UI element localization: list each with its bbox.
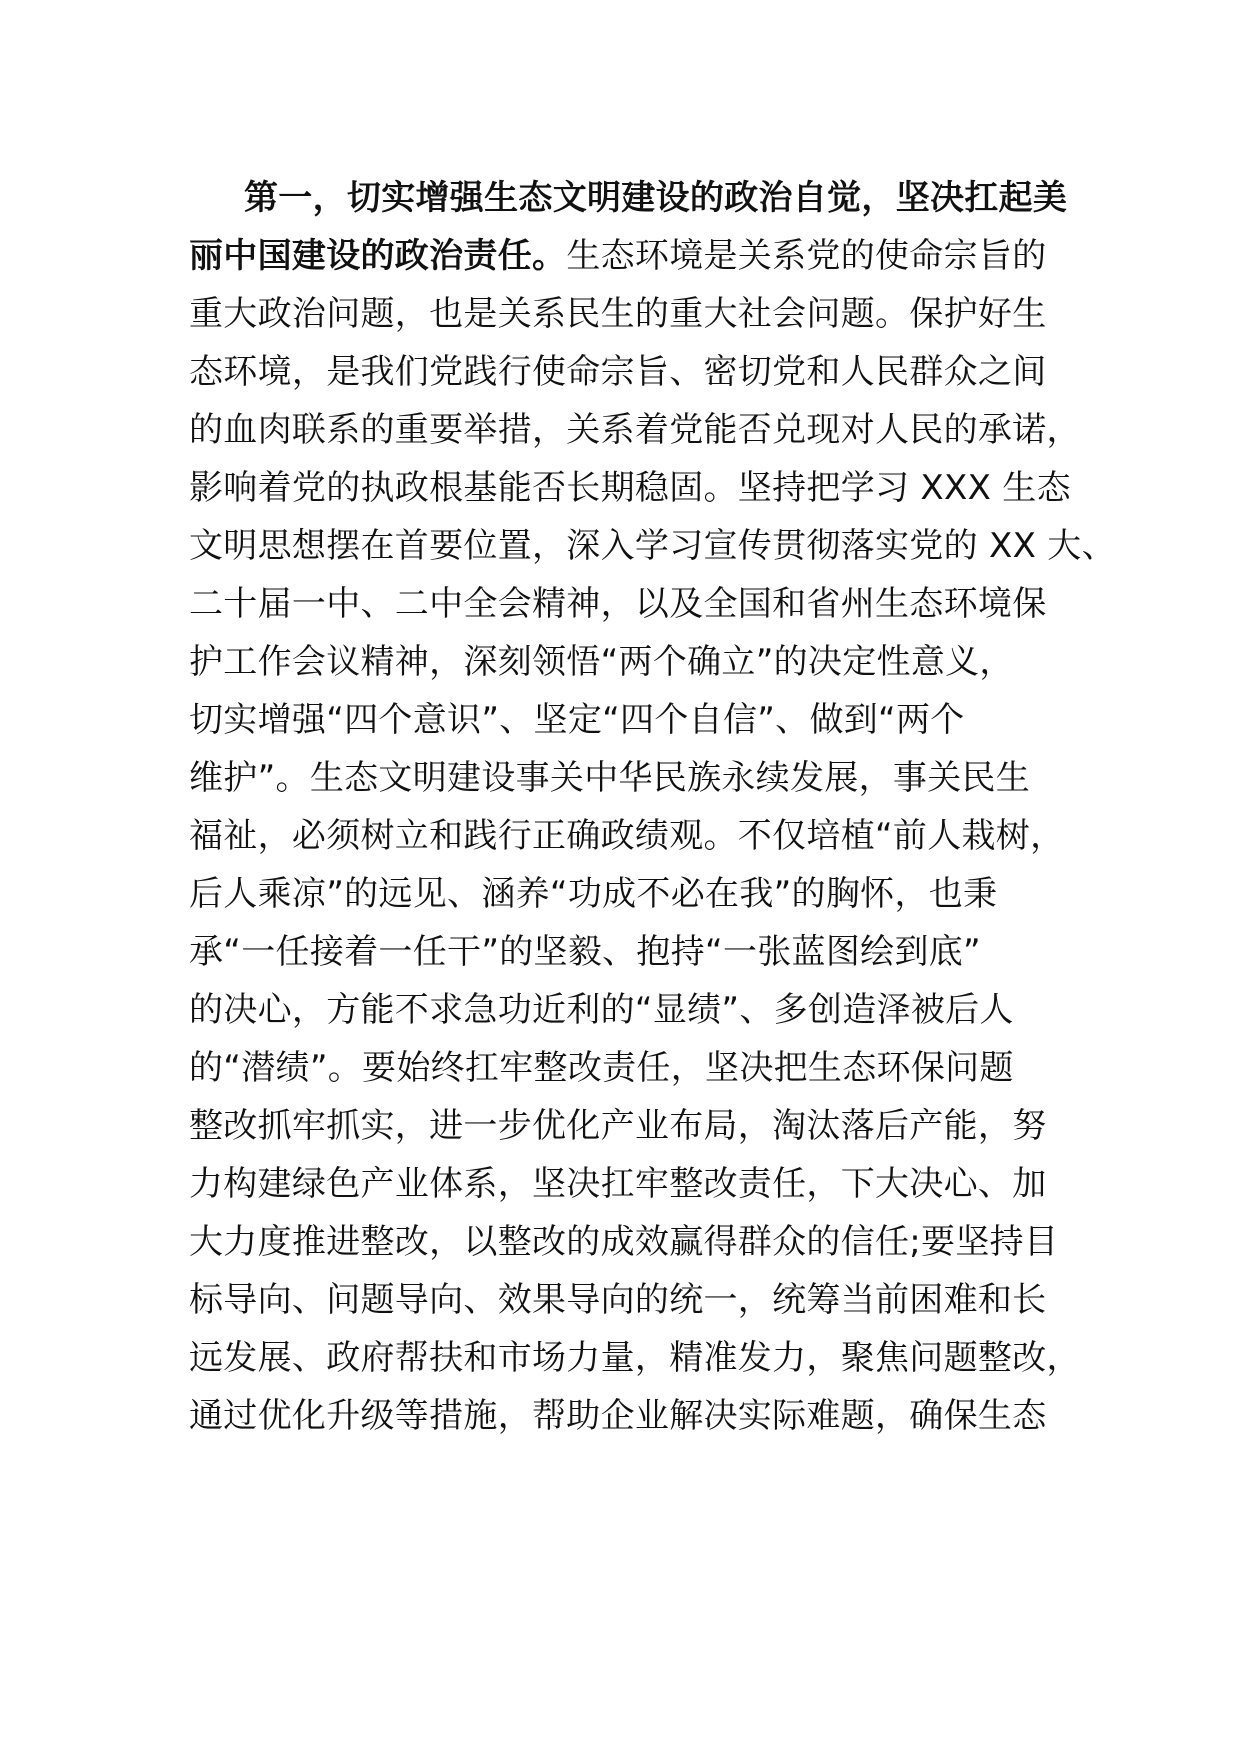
paragraph-line bbox=[244, 178, 1067, 218]
paragraph-line bbox=[189, 1106, 1047, 1146]
line-text: 整改抓牢抓实，进一步优化产业布局，淘汰落后产能，努 bbox=[189, 1106, 1047, 1146]
paragraph-line bbox=[189, 758, 1030, 798]
line-text: 文明思想摆在首要位置，深入学习宣传贯彻落实党的 XX 大、 bbox=[189, 526, 1116, 566]
paragraph-line bbox=[189, 410, 1081, 450]
bold-lead: 丽中国建设的政治责任。 bbox=[189, 236, 567, 276]
line-text: 态环境，是我们党践行使命宗旨、密切党和人民群众之间 bbox=[189, 352, 1047, 392]
paragraph-line bbox=[189, 642, 1014, 682]
paragraph-line bbox=[189, 1338, 1081, 1378]
paragraph-line bbox=[189, 1222, 1058, 1262]
paragraph-line bbox=[189, 352, 1047, 392]
bold-lead: 第一，切实增强生态文明建设的政治自觉，坚决扛起美 bbox=[244, 178, 1068, 218]
line-text: 重大政治问题，也是关系民生的重大社会问题。保护好生 bbox=[189, 294, 1047, 334]
line-text: 生态环境是关系党的使命宗旨的 bbox=[566, 236, 1047, 276]
paragraph-line bbox=[189, 990, 1014, 1030]
paragraph-line bbox=[189, 1280, 1047, 1320]
line-text: 大力度推进整改，以整改的成效赢得群众的信任;要坚持目 bbox=[189, 1222, 1059, 1262]
line-text: 影响着党的执政根基能否长期稳固。坚持把学习 XXX 生态 bbox=[189, 468, 1071, 508]
paragraph-line bbox=[189, 236, 1047, 276]
paragraph-line bbox=[189, 700, 965, 740]
paragraph-line bbox=[189, 468, 1071, 508]
paragraph-line bbox=[189, 584, 1047, 624]
paragraph-line bbox=[189, 1396, 1047, 1436]
line-text: 的血肉联系的重要举措，关系着党能否兑现对人民的承诺， bbox=[189, 410, 1081, 450]
line-text: 的决心，方能不求急功近利的“显绩”、多创造泽被后人 bbox=[189, 990, 1014, 1030]
line-text: 维护”。生态文明建设事关中华民族永续发展，事关民生 bbox=[189, 758, 1031, 798]
paragraph-line bbox=[189, 1164, 1047, 1204]
line-text: 护工作会议精神，深刻领悟“两个确立”的决定性意义， bbox=[189, 642, 1014, 682]
line-text: 通过优化升级等措施，帮助企业解决实际难题，确保生态 bbox=[189, 1396, 1047, 1436]
paragraph-line bbox=[189, 526, 1116, 566]
paragraph-line bbox=[189, 932, 981, 972]
line-text: 力构建绿色产业体系，坚决扛牢整改责任，下大决心、加 bbox=[189, 1164, 1047, 1204]
line-text: 的“潜绩”。要始终扛牢整改责任，坚决把生态环保问题 bbox=[189, 1048, 1014, 1088]
paragraph-line bbox=[189, 816, 1064, 856]
line-text: 福祉，必须树立和践行正确政绩观。不仅培植“前人栽树， bbox=[189, 816, 1065, 856]
line-text: 承“一任接着一任干”的坚毅、抱持“一张蓝图绘到底” bbox=[189, 932, 981, 972]
paragraph-line bbox=[189, 874, 997, 914]
line-text: 二十届一中、二中全会精神，以及全国和省州生态环境保 bbox=[189, 584, 1047, 624]
line-text: 后人乘凉”的远见、涵养“功成不必在我”的胸怀，也秉 bbox=[189, 874, 998, 914]
line-text: 标导向、问题导向、效果导向的统一，统筹当前困难和长 bbox=[189, 1280, 1047, 1320]
line-text: 切实增强“四个意识”、坚定“四个自信”、做到“两个 bbox=[189, 700, 965, 740]
paragraph-line bbox=[189, 1048, 1014, 1088]
line-text: 远发展、政府帮扶和市场力量，精准发力，聚焦问题整改， bbox=[189, 1338, 1081, 1378]
paragraph-line bbox=[189, 294, 1047, 334]
